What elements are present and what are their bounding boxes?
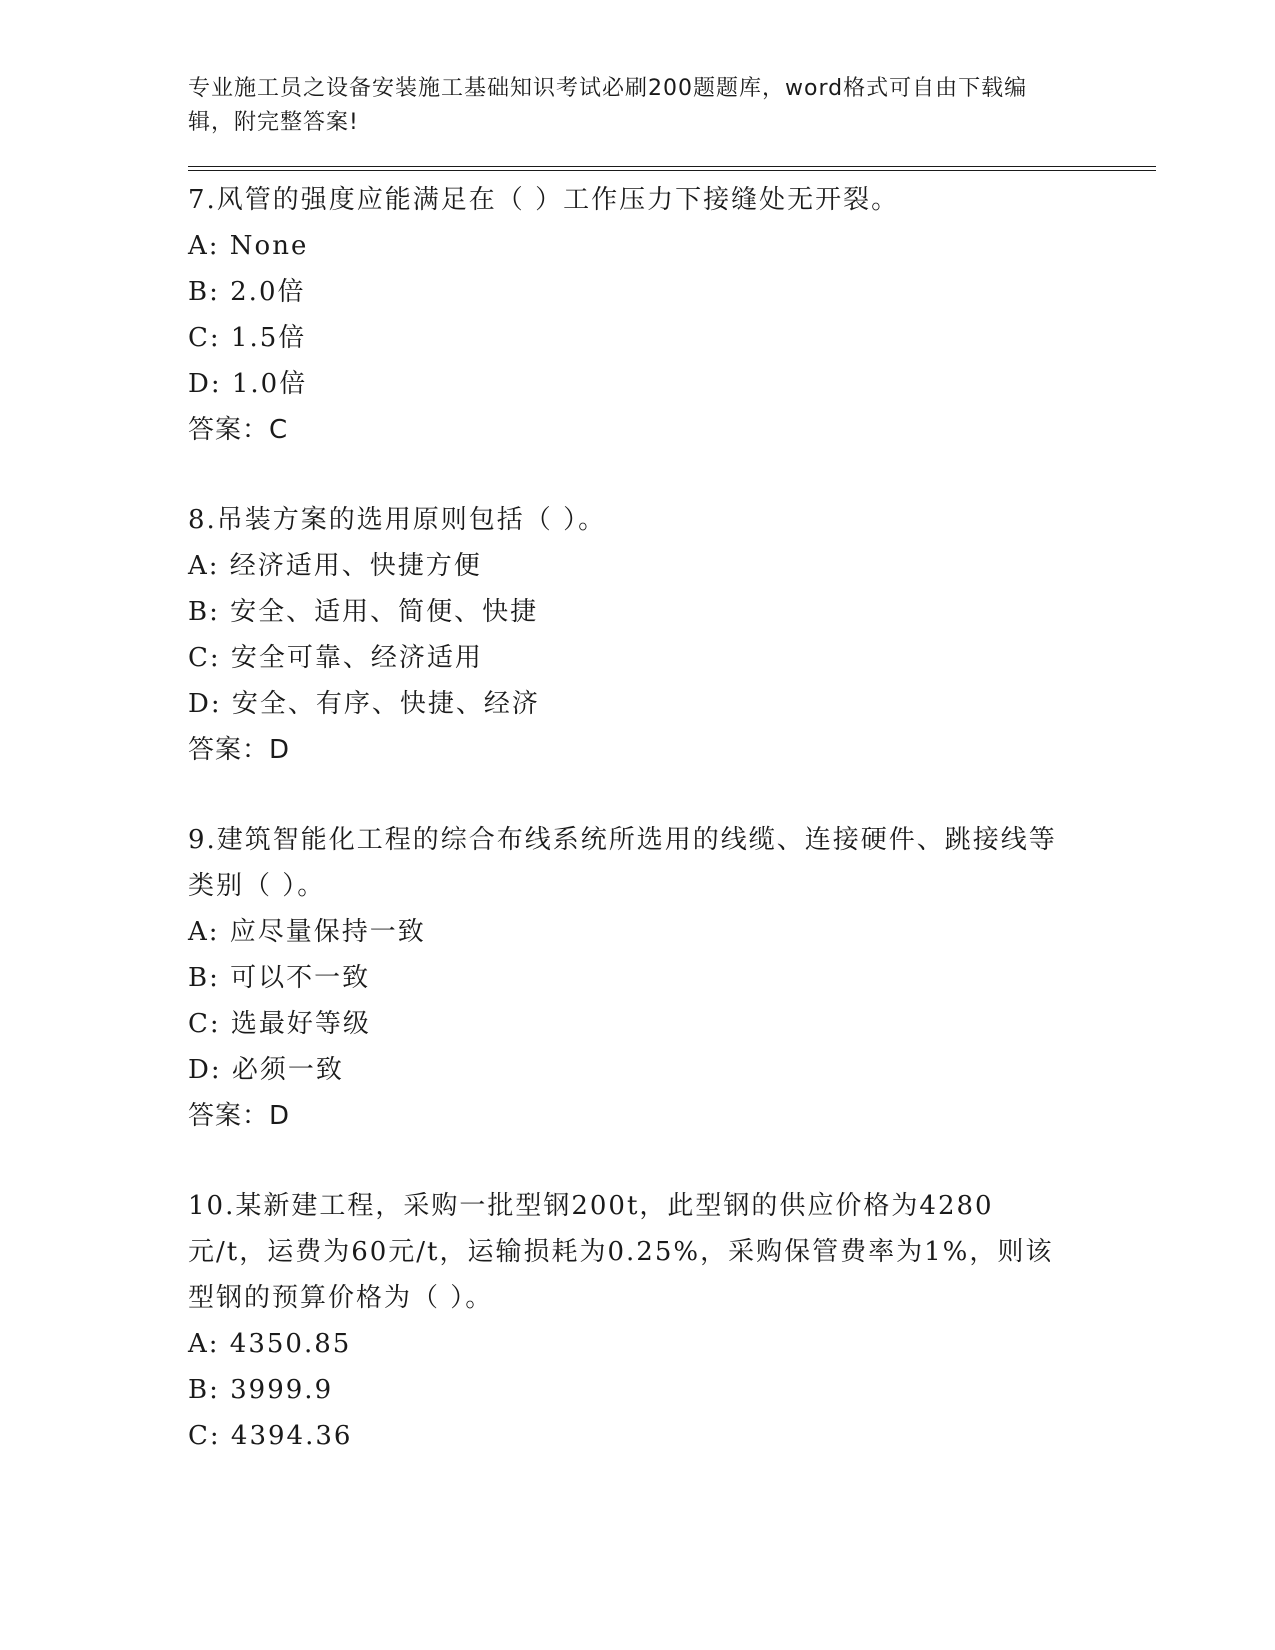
- option-b: B: 2.0倍: [188, 277, 306, 307]
- question-7: [188, 177, 1148, 453]
- question-stem: 9.建筑智能化工程的综合布线系统所选用的线缆、连接硬件、跳接线等类别（ ）。: [188, 825, 1057, 901]
- question-10: [188, 1183, 1148, 1459]
- option-b: B: 3999.9: [188, 1375, 334, 1405]
- option-c: C: 选最好等级: [188, 1009, 371, 1039]
- option-c: C: 1.5倍: [188, 323, 307, 353]
- option-d: D: 安全、有序、快捷、经济: [188, 689, 540, 719]
- question-9: [188, 817, 1148, 1139]
- document-title: 专业施工员之设备安装施工基础知识考试必刷200题题库，word格式可自由下载编辑，附完整答案!: [188, 76, 1028, 135]
- answer: 答案：D: [188, 1101, 291, 1131]
- question-spacer: [188, 453, 1148, 497]
- question-stem: 10.某新建工程，采购一批型钢200t，此型钢的供应价格为4280元/t，运费为60元/t，运输损耗为0.25%，采购保管费率为1%，则该型钢的预算价格为（ ）。: [188, 1191, 1054, 1313]
- option-d: D: 1.0倍: [188, 369, 308, 399]
- answer: 答案：D: [188, 735, 291, 765]
- option-d: D: 必须一致: [188, 1055, 344, 1085]
- answer: 答案：C: [188, 415, 289, 445]
- question-spacer: [188, 1139, 1148, 1183]
- document-page: [188, 72, 1148, 1459]
- question-stem: 8.吊装方案的选用原则包括（ ）。: [188, 505, 607, 535]
- option-a: A: 应尽量保持一致: [188, 917, 426, 947]
- option-a: A: 4350.85: [188, 1329, 352, 1359]
- option-b: B: 安全、适用、简便、快捷: [188, 597, 539, 627]
- option-c: C: 安全可靠、经济适用: [188, 643, 483, 673]
- option-a: A: 经济适用、快捷方便: [188, 551, 482, 581]
- option-a: A: None: [188, 231, 309, 261]
- question-8: [188, 497, 1148, 773]
- question-stem: 7.风管的强度应能满足在（ ）工作压力下接缝处无开裂。: [188, 185, 900, 215]
- header-divider: [188, 166, 1156, 171]
- option-c: C: 4394.36: [188, 1421, 353, 1451]
- question-spacer: [188, 773, 1148, 817]
- option-b: B: 可以不一致: [188, 963, 371, 993]
